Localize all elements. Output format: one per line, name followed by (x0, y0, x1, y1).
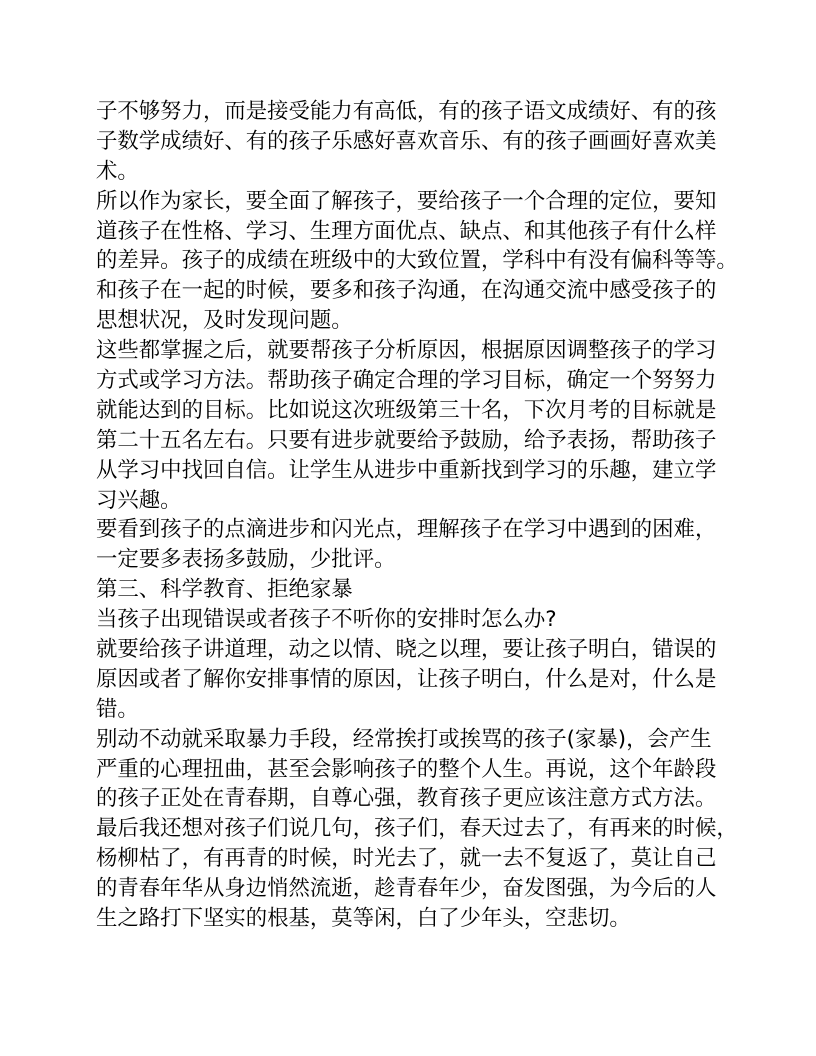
text-line: 就能达到的目标。比如说这次班级第三十名，下次月考的目标就是 (96, 397, 717, 423)
text-line: 子不够努力，而是接受能力有高低，有的孩子语文成绩好、有的孩 (96, 99, 717, 124)
text-line: 原因或者了解你安排事情的原因，让孩子明白，什么是对，什么是 (96, 666, 717, 692)
text-line: 杨柳枯了，有再青的时候，时光去了，就一去不复返了，莫让自己 (96, 846, 717, 872)
text-line: 生之路打下坚实的根基，莫等闲，白了少年头，空悲切。 (96, 906, 631, 932)
text-line: 术。 (96, 158, 139, 184)
text-line: 和孩子在一起的时候，要多和孩子沟通，在沟通交流中感受孩子的 (96, 278, 717, 304)
text-line: 的青春年华从身边悄然流逝，趁青春年少，奋发图强，为今后的人 (96, 876, 717, 902)
text-line: 习兴趣。 (96, 487, 182, 513)
text-line: 道孩子在性格、学习、生理方面优点、缺点、和其他孩子有什么样 (96, 218, 717, 244)
section-heading: 第三、科学教育、拒绝家暴 (96, 577, 353, 603)
text-line: 就要给孩子讲道理，动之以情、晓之以理，要让孩子明白，错误的 (96, 637, 717, 663)
document-body (96, 97, 738, 934)
text-line: 要看到孩子的点滴进步和闪光点，理解孩子在学习中遇到的困难， (96, 517, 717, 543)
text-line: 这些都掌握之后，就要帮孩子分析原因，根据原因调整孩子的学习 (96, 338, 717, 364)
text-line: 最后我还想对孩子们说几句，孩子们，春天过去了，有再来的时候， (96, 816, 738, 842)
text-line: 别动不动就采取暴力手段，经常挨打或挨骂的孩子(家暴)，会产生 (96, 726, 712, 752)
text-line: 的差异。孩子的成绩在班级中的大致位置，学科中有没有偏科等等。 (96, 248, 738, 274)
text-line: 一定要多表扬多鼓励，少批评。 (96, 547, 396, 573)
text-line: 方式或学习方法。帮助孩子确定合理的学习目标，确定一个努努力 (96, 368, 717, 394)
question-line: 当孩子出现错误或者孩子不听你的安排时怎么办? (96, 607, 557, 633)
text-line: 严重的心理扭曲，甚至会影响孩子的整个人生。再说，这个年龄段 (96, 756, 717, 782)
text-line: 错。 (96, 696, 139, 722)
text-line: 子数学成绩好、有的孩子乐感好喜欢音乐、有的孩子画画好喜欢美 (96, 128, 717, 154)
text-line: 所以作为家长，要全面了解孩子，要给孩子一个合理的定位，要知 (96, 188, 717, 214)
text-line: 第二十五名左右。只要有进步就要给予鼓励，给予表扬，帮助孩子 (96, 427, 717, 453)
text-line: 从学习中找回自信。让学生从进步中重新找到学习的乐趣，建立学 (96, 457, 717, 483)
text-line: 的孩子正处在青春期，自尊心强，教育孩子更应该注意方式方法。 (96, 786, 717, 812)
text-line: 思想状况，及时发现问题。 (96, 308, 353, 334)
